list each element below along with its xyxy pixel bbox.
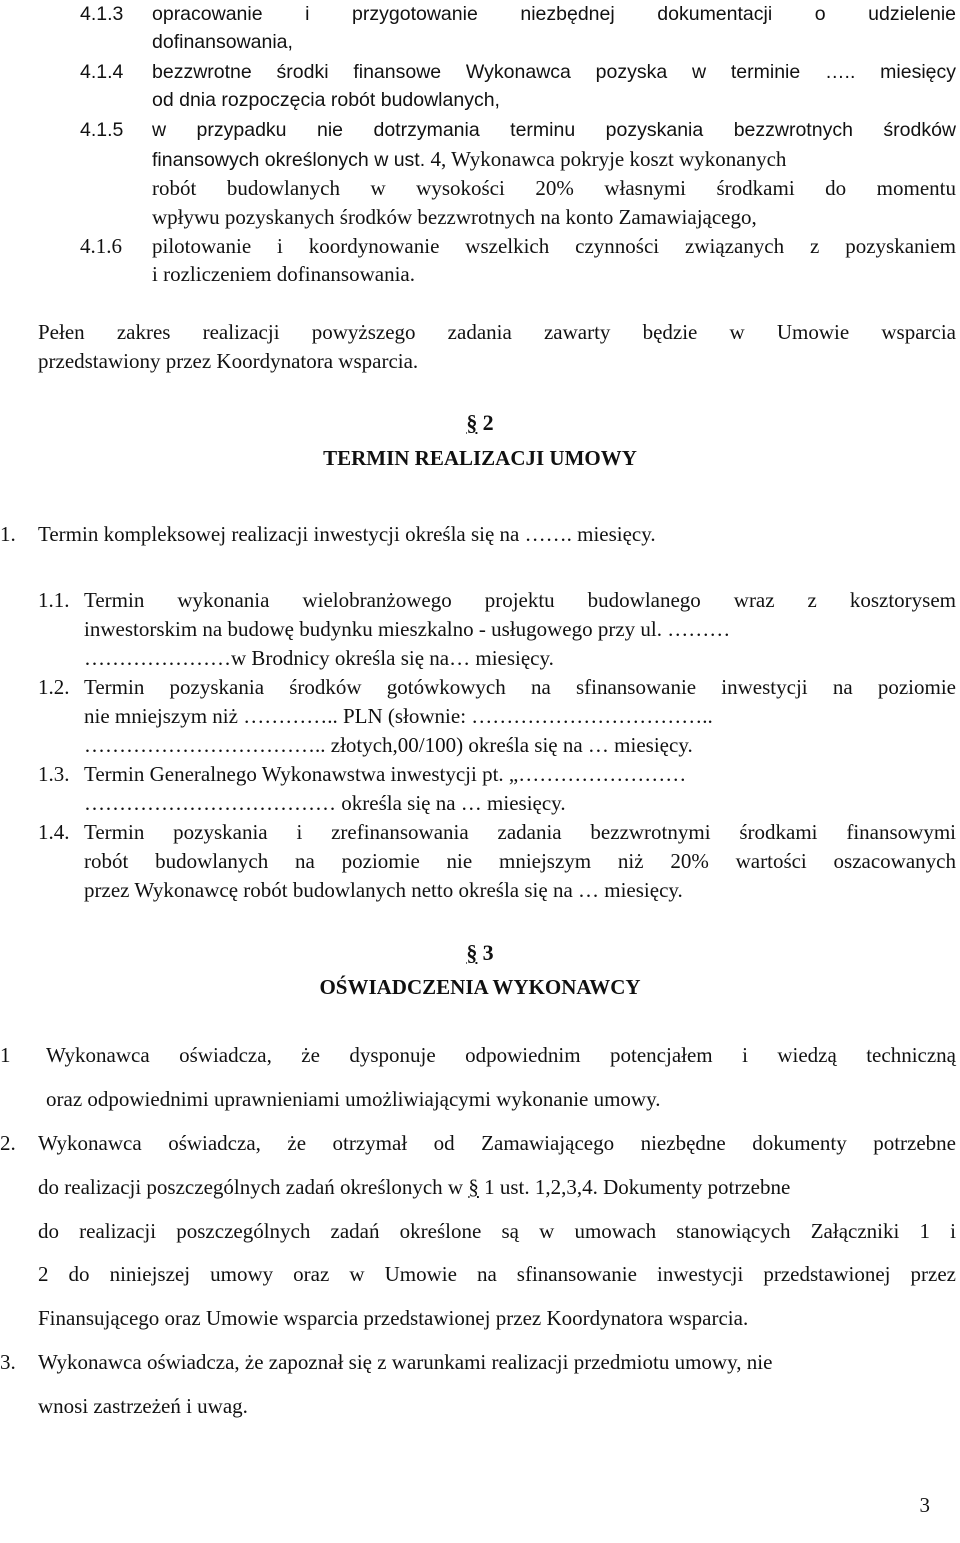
section-number: 2 bbox=[482, 410, 494, 435]
section-2-number bbox=[0, 410, 960, 436]
item-text: bezzwrotne środki finansowe Wykonawca pozyska w terminie ….. miesięcy bbox=[152, 61, 956, 83]
statement-text: Wykonawca oświadcza, że zapoznał się z warunkami realizacji przedmiotu umowy, nie bbox=[38, 1350, 773, 1374]
item-number: 4.1.4 bbox=[80, 61, 124, 83]
item-text-part: 4, Wykonawca pokryje koszt wykonanych bbox=[430, 147, 787, 171]
statement-text: 2 do niniejszej umowy oraz w Umowie na sfinansowanie inwestycji przedstawionej przez bbox=[38, 1262, 956, 1286]
subpoint-number: 1.1. bbox=[38, 588, 70, 612]
point-text: Termin kompleksowej realizacji inwestycji określa się na ……. miesięcy. bbox=[38, 522, 656, 546]
statement-text: Finansującego oraz Umowie wsparcia przedstawionej przez Koordynatora wsparcia. bbox=[38, 1306, 749, 1330]
statement-number: 3. bbox=[0, 1350, 16, 1374]
subpoint-text: …………………………….. złotych,00/100) określa się na … miesięcy. bbox=[84, 733, 693, 757]
item-text bbox=[152, 145, 786, 174]
point-number: 1. bbox=[0, 522, 16, 546]
item-text: dofinansowania, bbox=[152, 31, 293, 53]
subpoint-text: ……………………………… określa się na … miesięcy. bbox=[84, 791, 566, 815]
item-text: od dnia rozpoczęcia robót budowlanych, bbox=[152, 89, 500, 111]
item-text: wpływu pozyskanych środków bezzwrotnych na konto Zamawiającego, bbox=[152, 205, 757, 229]
section-3-title: OŚWIADCZENIA WYKONAWCY bbox=[319, 975, 641, 999]
item-text: w przypadku nie dotrzymania terminu pozyskania bezzwrotnych środków bbox=[152, 119, 956, 141]
paragraph-line: przedstawiony przez Koordynatora wsparcia. bbox=[38, 349, 419, 373]
subpoint-text: robót budowlanych na poziomie nie mniejszym niż 20% wartości oszacowanych bbox=[84, 849, 956, 873]
subpoint-text: Termin pozyskania środków gotówkowych na sfinansowanie inwestycji na poziomie bbox=[84, 675, 956, 699]
statement-text: Wykonawca oświadcza, że otrzymał od Zamawiającego niezbędne dokumenty potrzebne bbox=[38, 1131, 956, 1155]
item-text: robót budowlanych w wysokości 20% własnymi środkami do momentu bbox=[152, 176, 956, 200]
statement-number: 1 bbox=[0, 1043, 11, 1067]
subpoint-number: 1.3. bbox=[38, 762, 70, 786]
statement-text-part: 1 ust. 1,2,3,4. Dokumenty potrzebne bbox=[484, 1175, 791, 1199]
statement-text bbox=[38, 1173, 790, 1201]
section-number: 3 bbox=[482, 940, 494, 965]
section-ref-sign: § bbox=[468, 1175, 479, 1199]
paragraph-line: Pełen zakres realizacji powyższego zadania zawarty będzie w Umowie wsparcia bbox=[38, 320, 956, 344]
item-number: 4.1.5 bbox=[80, 119, 124, 141]
subpoint-text: Termin pozyskania i zrefinansowania zadania bezzwrotnymi środkami finansowymi bbox=[84, 820, 956, 844]
statement-text: do realizacji poszczególnych zadań określone są w umowach stanowiących Załączniki 1 i bbox=[38, 1219, 956, 1243]
statement-text: oraz odpowiednimi uprawnieniami umożliwiającymi wykonanie umowy. bbox=[46, 1087, 661, 1111]
item-text: pilotowanie i koordynowanie wszelkich czynności związanych z pozyskaniem bbox=[152, 234, 956, 258]
statement-text: wnosi zastrzeżeń i uwag. bbox=[38, 1394, 248, 1418]
subpoint-text: inwestorskim na budowę budynku mieszkalno - usługowego przy ul. ……… bbox=[84, 617, 731, 641]
section-3-number bbox=[0, 940, 960, 966]
subpoint-text: Termin wykonania wielobranżowego projektu budowlanego wraz z kosztorysem bbox=[84, 588, 956, 612]
item-text: i rozliczeniem dofinansowania. bbox=[152, 262, 415, 286]
item-text-part: finansowych określonych w ust. bbox=[152, 149, 426, 171]
item-number: 4.1.6 bbox=[80, 234, 122, 258]
subpoint-text: Termin Generalnego Wykonawstwa inwestycji pt. „…………………… bbox=[84, 762, 687, 786]
section-2-title: TERMIN REALIZACJI UMOWY bbox=[323, 446, 637, 470]
item-number: 4.1.3 bbox=[80, 3, 124, 25]
section-sign: § bbox=[466, 940, 478, 965]
subpoint-text: …………………w Brodnicy określa się na… miesięcy. bbox=[84, 646, 554, 670]
statement-text: Wykonawca oświadcza, że dysponuje odpowiednim potencjałem i wiedzą techniczną bbox=[46, 1043, 956, 1067]
page-number: 3 bbox=[919, 1493, 930, 1517]
statement-number: 2. bbox=[0, 1131, 16, 1155]
section-sign: § bbox=[466, 410, 478, 435]
subpoint-number: 1.4. bbox=[38, 820, 70, 844]
subpoint-number: 1.2. bbox=[38, 675, 70, 699]
subpoint-text: przez Wykonawcę robót budowlanych netto określa się na … miesięcy. bbox=[84, 878, 683, 902]
item-text: opracowanie i przygotowanie niezbędnej dokumentacji o udzielenie bbox=[152, 3, 956, 25]
statement-text-part: do realizacji poszczególnych zadań określonych w bbox=[38, 1175, 464, 1199]
subpoint-text: nie mniejszym niż ………….. PLN (słownie: …………………………….. bbox=[84, 704, 713, 728]
